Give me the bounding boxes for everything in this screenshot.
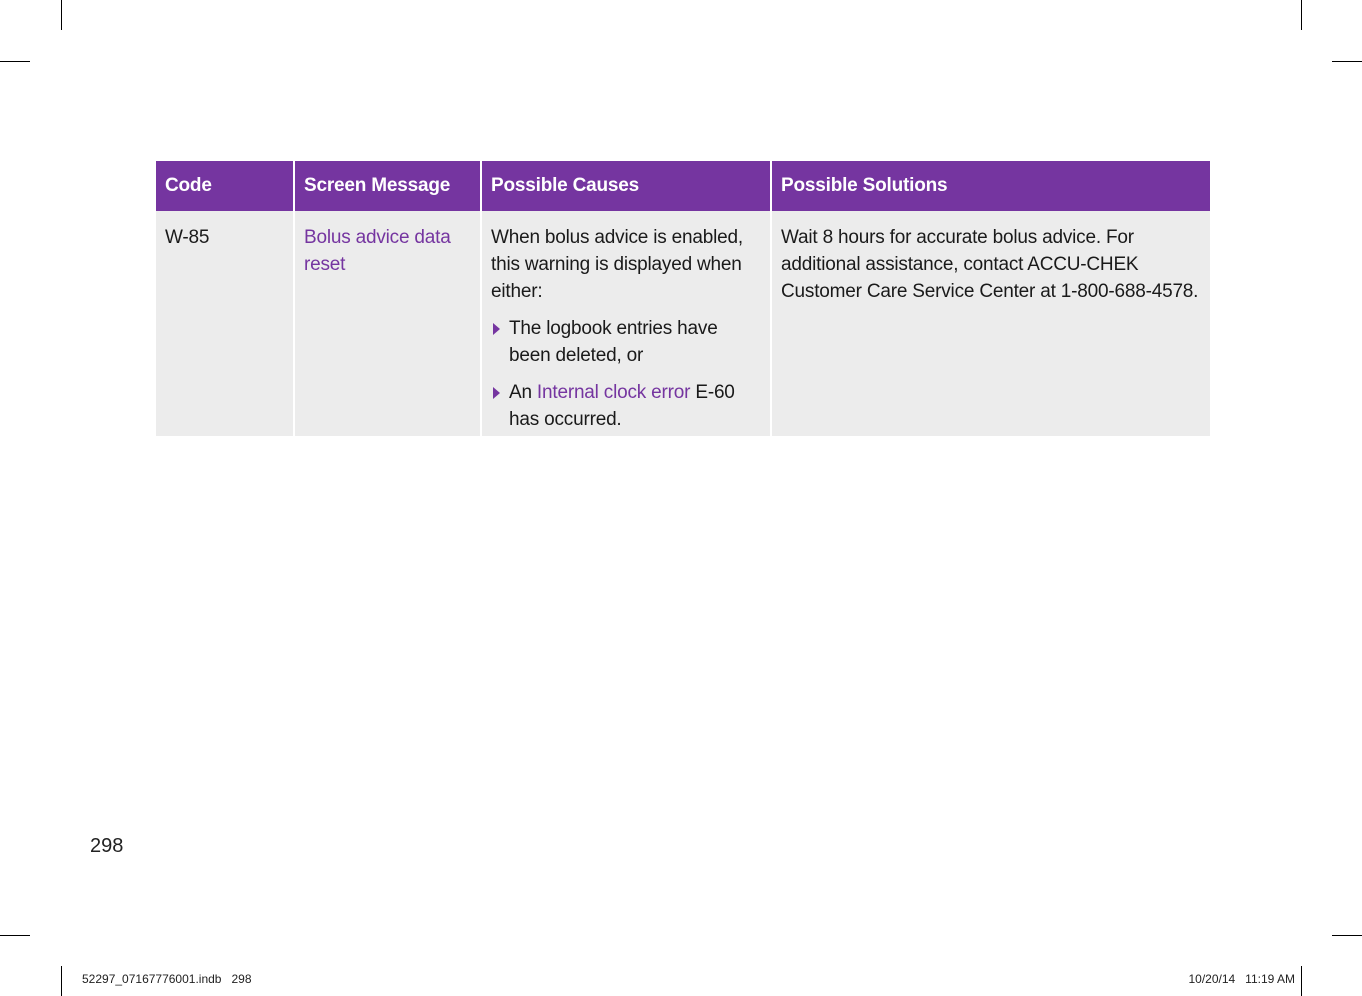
- slug-file-info: 52297_07167776001.indb 298: [82, 972, 252, 986]
- crop-mark-top-left-h: [0, 61, 30, 62]
- table-row: [156, 211, 1210, 436]
- header-possible-causes: Possible Causes: [482, 161, 770, 211]
- crop-mark-bottom-left-v: [61, 966, 62, 996]
- cell-code: W-85: [156, 211, 293, 436]
- crop-mark-top-left-v: [61, 0, 62, 30]
- cause-bullet-2-prefix: An: [509, 382, 537, 403]
- page-number: 298: [90, 835, 124, 857]
- list-item: [491, 379, 761, 433]
- cause-bullet-2-suffix: E-60 has occurred.: [509, 382, 735, 430]
- list-item: [491, 315, 761, 369]
- triangle-right-icon: [493, 387, 500, 399]
- table-header-row: [156, 161, 1210, 211]
- screen-message-link[interactable]: Bolus advice data reset: [304, 227, 451, 275]
- cause-intro: When bolus advice is enabled, this warning is displayed when either:: [491, 227, 743, 302]
- header-code: Code: [156, 161, 293, 211]
- cell-screen-message: [295, 211, 480, 436]
- crop-mark-top-right-h: [1332, 61, 1362, 62]
- cause-list: [491, 315, 761, 433]
- error-table: [154, 161, 1212, 436]
- crop-mark-bottom-right-v: [1301, 966, 1302, 996]
- crop-mark-top-right-v: [1301, 0, 1302, 30]
- slug-timestamp: 10/20/14 11:19 AM: [1188, 972, 1295, 986]
- header-possible-solutions: Possible Solutions: [772, 161, 1210, 211]
- crop-mark-bottom-right-h: [1332, 935, 1362, 936]
- internal-clock-error-link[interactable]: Internal clock error: [536, 382, 691, 403]
- cause-bullet-1: The logbook entries have been deleted, or: [509, 318, 718, 366]
- cell-possible-solutions: Wait 8 hours for accurate bolus advice. For additional assistance, contact ACCU-CHEK Customer Care Service Center at 1-800-688-4578.: [772, 211, 1210, 436]
- crop-mark-bottom-left-h: [0, 935, 30, 936]
- cell-possible-causes: [482, 211, 770, 436]
- triangle-right-icon: [493, 323, 500, 335]
- header-screen-message: Screen Message: [295, 161, 480, 211]
